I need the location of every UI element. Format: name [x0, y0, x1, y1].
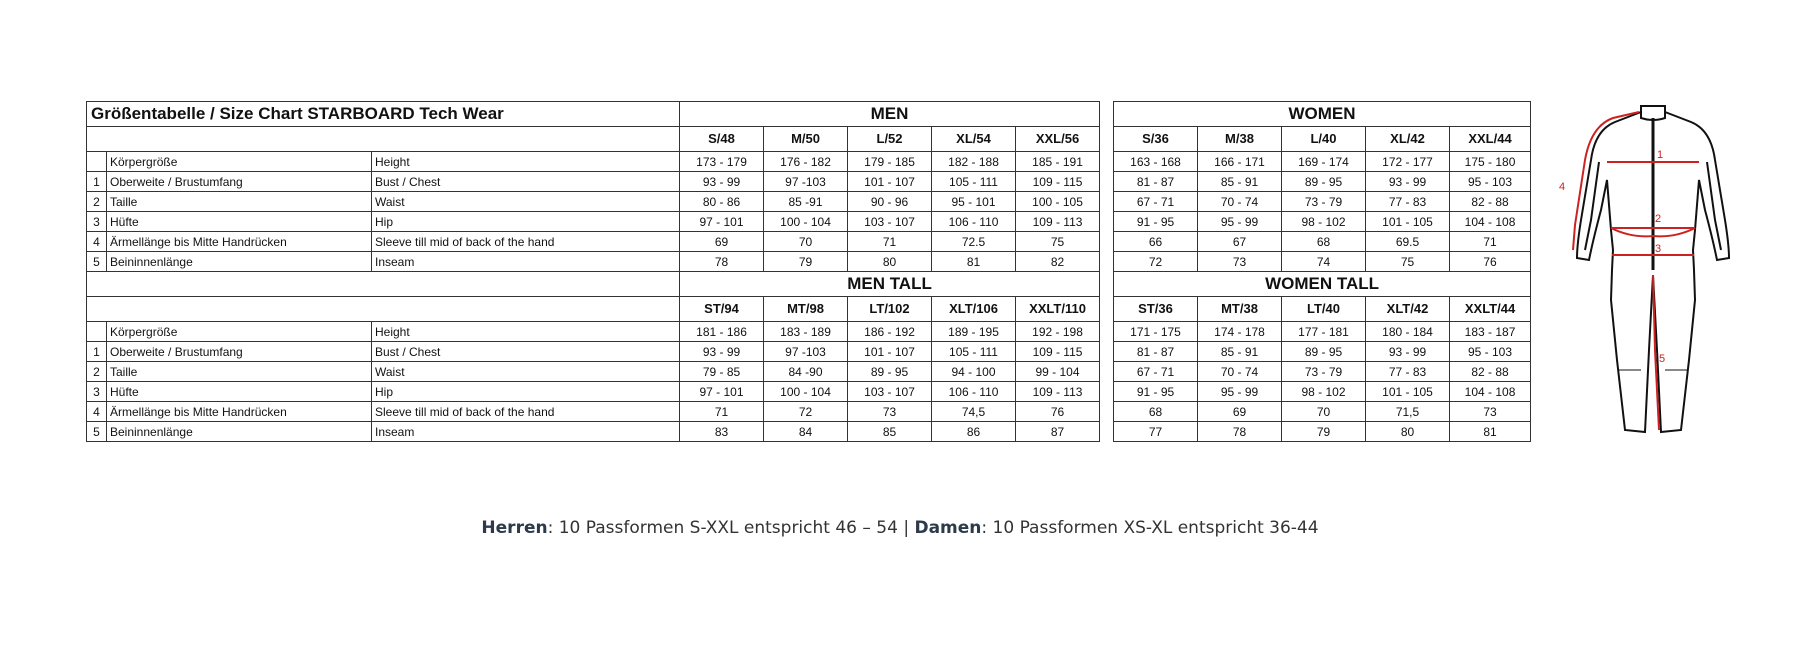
value-cell: 72 — [764, 402, 848, 422]
value-cell: 81 — [932, 252, 1016, 272]
value-cell: 67 - 71 — [1114, 362, 1198, 382]
table-row — [1114, 212, 1531, 232]
row-label-de: Oberweite / Brustumfang — [107, 172, 372, 192]
size-header: XLT/42 — [1366, 297, 1450, 322]
value-cell: 79 — [1282, 422, 1366, 442]
value-cell: 81 - 87 — [1114, 342, 1198, 362]
value-cell: 78 — [1198, 422, 1282, 442]
value-cell: 81 - 87 — [1114, 172, 1198, 192]
size-header: XL/54 — [932, 127, 1016, 152]
value-cell: 176 - 182 — [764, 152, 848, 172]
value-cell: 172 - 177 — [1366, 152, 1450, 172]
size-header: S/36 — [1114, 127, 1198, 152]
table-row — [87, 272, 1100, 297]
row-label-en: Inseam — [372, 252, 680, 272]
size-header: L/40 — [1282, 127, 1366, 152]
value-cell: 104 - 108 — [1450, 382, 1531, 402]
value-cell: 101 - 107 — [848, 342, 932, 362]
value-cell: 179 - 185 — [848, 152, 932, 172]
blank-cell — [87, 127, 680, 152]
size-table-women — [1113, 101, 1531, 442]
value-cell: 91 - 95 — [1114, 382, 1198, 402]
table-row — [1114, 402, 1531, 422]
value-cell: 101 - 107 — [848, 172, 932, 192]
row-label-en: Hip — [372, 382, 680, 402]
value-cell: 69 — [1198, 402, 1282, 422]
value-cell: 95 - 103 — [1450, 342, 1531, 362]
table-row — [1114, 252, 1531, 272]
row-label-en: Sleeve till mid of back of the hand — [372, 232, 680, 252]
value-cell: 105 - 111 — [932, 342, 1016, 362]
value-cell: 103 - 107 — [848, 212, 932, 232]
value-cell: 82 - 88 — [1450, 362, 1531, 382]
row-label-en: Bust / Chest — [372, 172, 680, 192]
measurement-diagram — [1555, 100, 1750, 440]
value-cell: 68 — [1282, 232, 1366, 252]
row-label-en: Inseam — [372, 422, 680, 442]
table-row — [1114, 192, 1531, 212]
group-title-men-tall: MEN TALL — [680, 272, 1100, 297]
value-cell: 73 — [1198, 252, 1282, 272]
value-cell: 71 — [680, 402, 764, 422]
row-label-de: Taille — [107, 362, 372, 382]
table-row — [1114, 152, 1531, 172]
value-cell: 181 - 186 — [680, 322, 764, 342]
value-cell: 98 - 102 — [1282, 212, 1366, 232]
value-cell: 71 — [1450, 232, 1531, 252]
value-cell: 73 - 79 — [1282, 192, 1366, 212]
row-index: 2 — [87, 192, 107, 212]
size-header: L/52 — [848, 127, 932, 152]
value-cell: 95 - 101 — [932, 192, 1016, 212]
size-chart — [86, 101, 1530, 439]
row-index: 1 — [87, 172, 107, 192]
value-cell: 101 - 105 — [1366, 212, 1450, 232]
value-cell: 90 - 96 — [848, 192, 932, 212]
value-cell: 183 - 187 — [1450, 322, 1531, 342]
value-cell: 77 — [1114, 422, 1198, 442]
value-cell: 80 — [848, 252, 932, 272]
value-cell: 97 -103 — [764, 172, 848, 192]
value-cell: 67 — [1198, 232, 1282, 252]
value-cell: 106 - 110 — [932, 382, 1016, 402]
size-header: XLT/106 — [932, 297, 1016, 322]
row-index: 2 — [87, 362, 107, 382]
value-cell: 85 — [848, 422, 932, 442]
fit-note — [0, 518, 1800, 538]
size-header: MT/98 — [764, 297, 848, 322]
value-cell: 100 - 104 — [764, 212, 848, 232]
value-cell: 85 - 91 — [1198, 172, 1282, 192]
value-cell: 79 — [764, 252, 848, 272]
value-cell: 180 - 184 — [1366, 322, 1450, 342]
value-cell: 75 — [1366, 252, 1450, 272]
label-4: 4 — [1559, 181, 1566, 193]
value-cell: 75 — [1016, 232, 1100, 252]
value-cell: 77 - 83 — [1366, 192, 1450, 212]
table-row — [87, 252, 1100, 272]
value-cell: 87 — [1016, 422, 1100, 442]
value-cell: 84 — [764, 422, 848, 442]
value-cell: 72.5 — [932, 232, 1016, 252]
row-index: 5 — [87, 422, 107, 442]
row-index: 3 — [87, 382, 107, 402]
group-title-men: MEN — [680, 102, 1100, 127]
value-cell: 100 - 105 — [1016, 192, 1100, 212]
value-cell: 99 - 104 — [1016, 362, 1100, 382]
row-label-en: Waist — [372, 192, 680, 212]
value-cell: 68 — [1114, 402, 1198, 422]
value-cell: 109 - 115 — [1016, 342, 1100, 362]
value-cell: 186 - 192 — [848, 322, 932, 342]
value-cell: 98 - 102 — [1282, 382, 1366, 402]
row-index: 4 — [87, 402, 107, 422]
value-cell: 83 — [680, 422, 764, 442]
row-label-de: Beininnenlänge — [107, 422, 372, 442]
size-header: S/48 — [680, 127, 764, 152]
table-row — [1114, 322, 1531, 342]
value-cell: 109 - 115 — [1016, 172, 1100, 192]
size-header: ST/36 — [1114, 297, 1198, 322]
women-label: Damen — [914, 518, 982, 538]
table-row — [1114, 172, 1531, 192]
value-cell: 70 — [1282, 402, 1366, 422]
value-cell: 95 - 99 — [1198, 382, 1282, 402]
value-cell: 93 - 99 — [680, 342, 764, 362]
table-row — [87, 212, 1100, 232]
women-fit-text: : 10 Passformen XS-XL entspricht 36-44 — [981, 518, 1319, 538]
value-cell: 67 - 71 — [1114, 192, 1198, 212]
table-row — [87, 127, 1100, 152]
value-cell: 97 - 101 — [680, 382, 764, 402]
table-row — [87, 192, 1100, 212]
value-cell: 80 - 86 — [680, 192, 764, 212]
table-row — [87, 322, 1100, 342]
value-cell: 82 - 88 — [1450, 192, 1531, 212]
value-cell: 192 - 198 — [1016, 322, 1100, 342]
value-cell: 82 — [1016, 252, 1100, 272]
value-cell: 105 - 111 — [932, 172, 1016, 192]
value-cell: 175 - 180 — [1450, 152, 1531, 172]
value-cell: 74,5 — [932, 402, 1016, 422]
size-header: XXLT/44 — [1450, 297, 1531, 322]
value-cell: 109 - 113 — [1016, 382, 1100, 402]
value-cell: 70 — [764, 232, 848, 252]
table-row — [1114, 422, 1531, 442]
value-cell: 73 - 79 — [1282, 362, 1366, 382]
row-index: 5 — [87, 252, 107, 272]
value-cell: 73 — [848, 402, 932, 422]
value-cell: 78 — [680, 252, 764, 272]
value-cell: 93 - 99 — [1366, 172, 1450, 192]
value-cell: 89 - 95 — [848, 362, 932, 382]
value-cell: 81 — [1450, 422, 1531, 442]
table-row — [1114, 382, 1531, 402]
row-label-de: Taille — [107, 192, 372, 212]
size-header: M/50 — [764, 127, 848, 152]
row-index: 3 — [87, 212, 107, 232]
value-cell: 95 - 99 — [1198, 212, 1282, 232]
row-label-en: Sleeve till mid of back of the hand — [372, 402, 680, 422]
value-cell: 71 — [848, 232, 932, 252]
value-cell: 89 - 95 — [1282, 172, 1366, 192]
blank-cell — [87, 272, 680, 297]
table-row — [87, 402, 1100, 422]
men-label: Herren — [481, 518, 548, 538]
value-cell: 97 - 101 — [680, 212, 764, 232]
blank-cell — [87, 297, 680, 322]
label-2: 2 — [1655, 213, 1662, 225]
table-row — [1114, 297, 1531, 322]
table-row — [87, 362, 1100, 382]
value-cell: 69 — [680, 232, 764, 252]
suit-outline — [1577, 106, 1729, 432]
value-cell: 189 - 195 — [932, 322, 1016, 342]
value-cell: 74 — [1282, 252, 1366, 272]
row-index — [87, 152, 107, 172]
value-cell: 89 - 95 — [1282, 342, 1366, 362]
value-cell: 71,5 — [1366, 402, 1450, 422]
row-label-en: Bust / Chest — [372, 342, 680, 362]
row-label-de: Hüfte — [107, 212, 372, 232]
size-header: XXL/56 — [1016, 127, 1100, 152]
value-cell: 104 - 108 — [1450, 212, 1531, 232]
row-label-de: Beininnenlänge — [107, 252, 372, 272]
row-label-de: Körpergröße — [107, 322, 372, 342]
size-header: XXLT/110 — [1016, 297, 1100, 322]
table-row — [1114, 232, 1531, 252]
size-header: M/38 — [1198, 127, 1282, 152]
value-cell: 182 - 188 — [932, 152, 1016, 172]
row-label-de: Ärmellänge bis Mitte Handrücken — [107, 232, 372, 252]
chart-title: Größentabelle / Size Chart STARBOARD Tech Wear — [87, 102, 680, 127]
value-cell: 72 — [1114, 252, 1198, 272]
table-row — [1114, 127, 1531, 152]
value-cell: 93 - 99 — [1366, 342, 1450, 362]
size-header: LT/40 — [1282, 297, 1366, 322]
row-label-en: Height — [372, 322, 680, 342]
table-row — [87, 232, 1100, 252]
value-cell: 73 — [1450, 402, 1531, 422]
value-cell: 77 - 83 — [1366, 362, 1450, 382]
value-cell: 100 - 104 — [764, 382, 848, 402]
table-row — [87, 152, 1100, 172]
value-cell: 177 - 181 — [1282, 322, 1366, 342]
table-row — [87, 422, 1100, 442]
value-cell: 106 - 110 — [932, 212, 1016, 232]
value-cell: 97 -103 — [764, 342, 848, 362]
value-cell: 93 - 99 — [680, 172, 764, 192]
value-cell: 173 - 179 — [680, 152, 764, 172]
row-index: 4 — [87, 232, 107, 252]
value-cell: 85 -91 — [764, 192, 848, 212]
value-cell: 101 - 105 — [1366, 382, 1450, 402]
value-cell: 80 — [1366, 422, 1450, 442]
table-row — [1114, 342, 1531, 362]
table-row — [1114, 102, 1531, 127]
value-cell: 185 - 191 — [1016, 152, 1100, 172]
row-label-de: Ärmellänge bis Mitte Handrücken — [107, 402, 372, 422]
value-cell: 94 - 100 — [932, 362, 1016, 382]
value-cell: 91 - 95 — [1114, 212, 1198, 232]
group-title-women-tall: WOMEN TALL — [1114, 272, 1531, 297]
label-3: 3 — [1655, 243, 1662, 255]
table-row — [1114, 272, 1531, 297]
table-row — [87, 102, 1100, 127]
value-cell: 84 -90 — [764, 362, 848, 382]
value-cell: 70 - 74 — [1198, 192, 1282, 212]
value-cell: 163 - 168 — [1114, 152, 1198, 172]
table-row — [87, 297, 1100, 322]
value-cell: 109 - 113 — [1016, 212, 1100, 232]
value-cell: 79 - 85 — [680, 362, 764, 382]
value-cell: 174 - 178 — [1198, 322, 1282, 342]
label-5: 5 — [1659, 353, 1666, 365]
value-cell: 166 - 171 — [1198, 152, 1282, 172]
value-cell: 66 — [1114, 232, 1198, 252]
label-1: 1 — [1657, 149, 1664, 161]
value-cell: 76 — [1450, 252, 1531, 272]
value-cell: 76 — [1016, 402, 1100, 422]
group-title-women: WOMEN — [1114, 102, 1531, 127]
row-label-de: Oberweite / Brustumfang — [107, 342, 372, 362]
men-fit-text: : 10 Passformen S-XXL entspricht 46 – 54 | — [547, 518, 915, 538]
size-header: ST/94 — [680, 297, 764, 322]
row-label-en: Hip — [372, 212, 680, 232]
value-cell: 183 - 189 — [764, 322, 848, 342]
table-row — [87, 172, 1100, 192]
row-label-de: Körpergröße — [107, 152, 372, 172]
size-header: LT/102 — [848, 297, 932, 322]
size-header: XXL/44 — [1450, 127, 1531, 152]
size-table-men — [86, 101, 1100, 442]
table-row — [87, 382, 1100, 402]
value-cell: 103 - 107 — [848, 382, 932, 402]
value-cell: 69.5 — [1366, 232, 1450, 252]
size-header: XL/42 — [1366, 127, 1450, 152]
table-row — [87, 342, 1100, 362]
value-cell: 86 — [932, 422, 1016, 442]
row-index: 1 — [87, 342, 107, 362]
value-cell: 169 - 174 — [1282, 152, 1366, 172]
value-cell: 70 - 74 — [1198, 362, 1282, 382]
value-cell: 171 - 175 — [1114, 322, 1198, 342]
row-label-en: Height — [372, 152, 680, 172]
row-label-en: Waist — [372, 362, 680, 382]
value-cell: 85 - 91 — [1198, 342, 1282, 362]
row-index — [87, 322, 107, 342]
row-label-de: Hüfte — [107, 382, 372, 402]
value-cell: 95 - 103 — [1450, 172, 1531, 192]
size-header: MT/38 — [1198, 297, 1282, 322]
table-row — [1114, 362, 1531, 382]
